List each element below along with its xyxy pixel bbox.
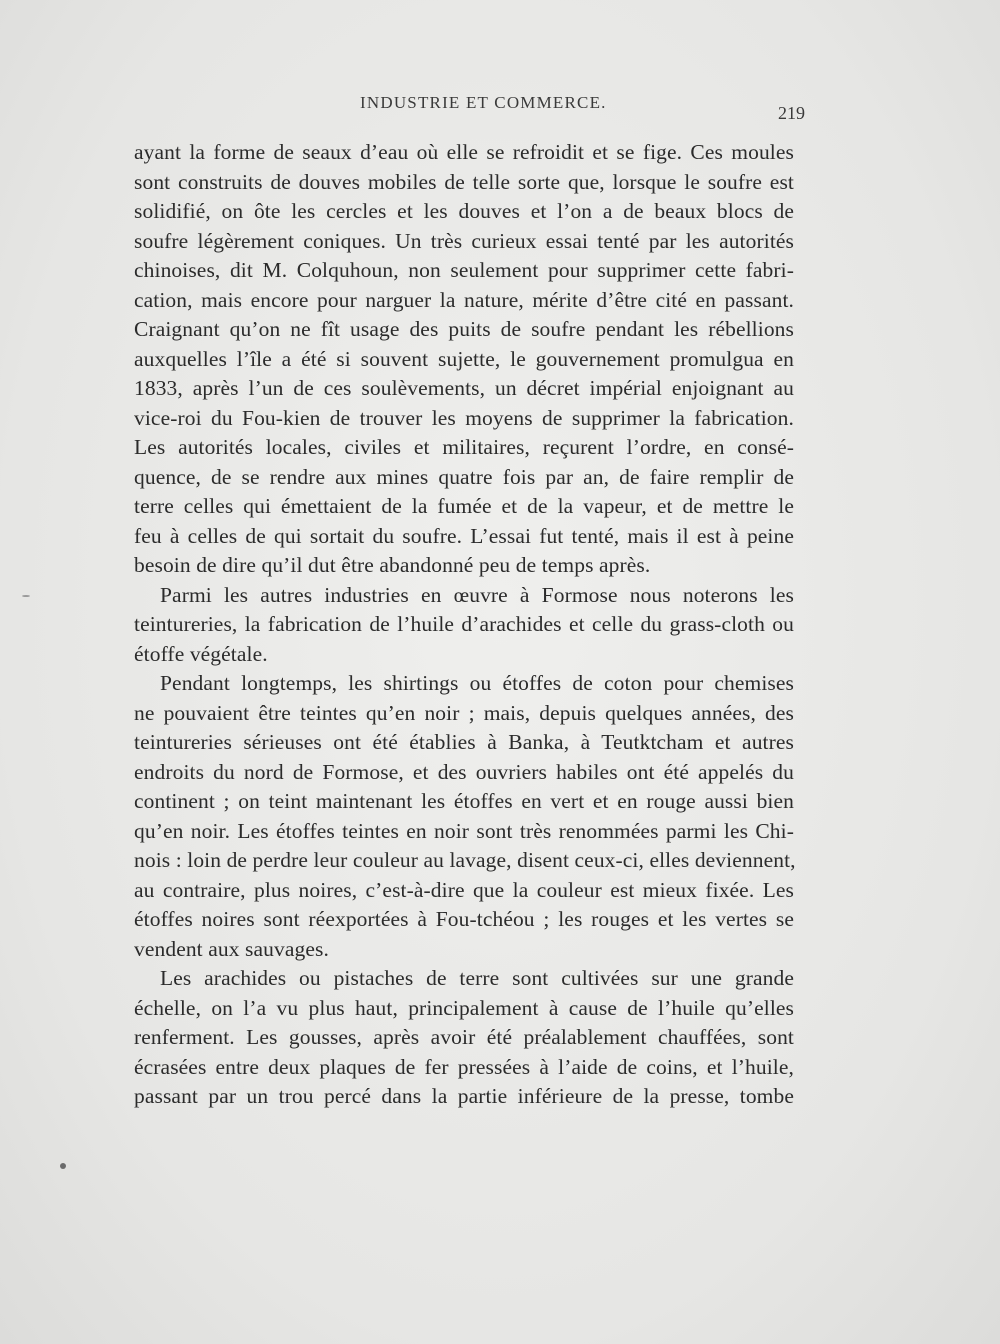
text-line: ne pouvaient être teintes qu’en noir ; mais, depuis quelques années, des	[134, 700, 794, 725]
running-title: INDUSTRIE ET COMMERCE.	[360, 93, 607, 112]
scan-speck	[60, 1163, 66, 1169]
text-line: besoin de dire qu’il dut être abandonné peu de temps après.	[134, 553, 651, 577]
running-head	[0, 93, 1000, 123]
text-line: feu à celles de qui sortait du soufre. L’essai fut tenté, mais il est à peine	[134, 523, 794, 548]
text-line: teintureries sérieuses ont été établies à Banka, à Teutktcham et autres	[134, 730, 794, 754]
text-line: Craignant qu’on ne fît usage des puits de soufre pendant les rébellions	[134, 317, 794, 341]
text-line: ayant la forme de seaux d’eau où elle se refroidit et se fige. Ces moules	[134, 140, 794, 164]
page-number: 219	[778, 103, 805, 123]
text-line: solidifié, on ôte les cercles et les douves et l’on a de beaux blocs de	[134, 199, 794, 223]
scan-speck	[22, 595, 30, 597]
text-line: Les autorités locales, civiles et militaires, reçurent l’ordre, en consé-	[134, 435, 794, 459]
text-line: sont construits de douves mobiles de telle sorte que, lorsque le soufre est	[134, 169, 794, 194]
paragraph	[134, 138, 794, 581]
paragraph	[134, 581, 794, 670]
text-line: passant par un trou percé dans la partie inférieure de la presse, tombe	[134, 1084, 794, 1108]
text-line: teintureries, la fabrication de l’huile d’arachides et celle du grass-cloth ou	[134, 612, 794, 636]
body-text	[134, 138, 794, 1112]
text-line: étoffe végétale.	[134, 641, 268, 666]
text-line: échelle, on l’a vu plus haut, principalement à cause de l’huile qu’elles	[134, 995, 794, 1020]
text-line: soufre légèrement coniques. Un très curieux essai tenté par les autorités	[134, 228, 794, 253]
text-line: Pendant longtemps, les shirtings ou étoffes de coton pour chemises	[160, 671, 794, 695]
text-line: renferment. Les gousses, après avoir été préalablement chauffées, sont	[134, 1025, 794, 1049]
text-line: Les arachides ou pistaches de terre sont cultivées sur une grande	[160, 966, 794, 990]
text-line: terre celles qui émettaient de la fumée et de la vapeur, et de mettre le	[134, 494, 794, 518]
text-line: Parmi les autres industries en œuvre à Formose nous noterons les	[160, 582, 794, 607]
text-line: écrasées entre deux plaques de fer pressées à l’aide de coins, et l’huile,	[134, 1054, 794, 1079]
text-line: endroits du nord de Formose, et des ouvriers habiles ont été appelés du	[134, 759, 794, 784]
text-line: nois : loin de perdre leur couleur au lavage, disent ceux-ci, elles deviennent,	[134, 848, 796, 872]
text-line: auxquelles l’île a été si souvent sujette, le gouvernement promulgua en	[134, 346, 794, 371]
text-line: vice-roi du Fou-kien de trouver les moyens de supprimer la fabrication.	[134, 405, 794, 430]
text-line: étoffes noires sont réexportées à Fou-tchéou ; les rouges et les vertes se	[134, 907, 794, 931]
text-line: continent ; on teint maintenant les étoffes en vert et en rouge aussi bien	[134, 789, 794, 813]
text-line: qu’en noir. Les étoffes teintes en noir sont très renommées parmi les Chi-	[134, 818, 794, 843]
text-line: cation, mais encore pour narguer la nature, mérite d’être cité en passant.	[134, 287, 794, 312]
paragraph	[134, 964, 794, 1112]
text-line: quence, de se rendre aux mines quatre fois par an, de faire remplir de	[134, 464, 794, 489]
paragraph	[134, 669, 794, 964]
text-line: chinoises, dit M. Colquhoun, non seulement pour supprimer cette fabri-	[134, 258, 794, 282]
text-line: vendent aux sauvages.	[134, 936, 329, 961]
text-line: 1833, après l’un de ces soulèvements, un décret impérial enjoignant au	[134, 376, 794, 400]
text-line: au contraire, plus noires, c’est-à-dire que la couleur est mieux fixée. Les	[134, 877, 794, 902]
